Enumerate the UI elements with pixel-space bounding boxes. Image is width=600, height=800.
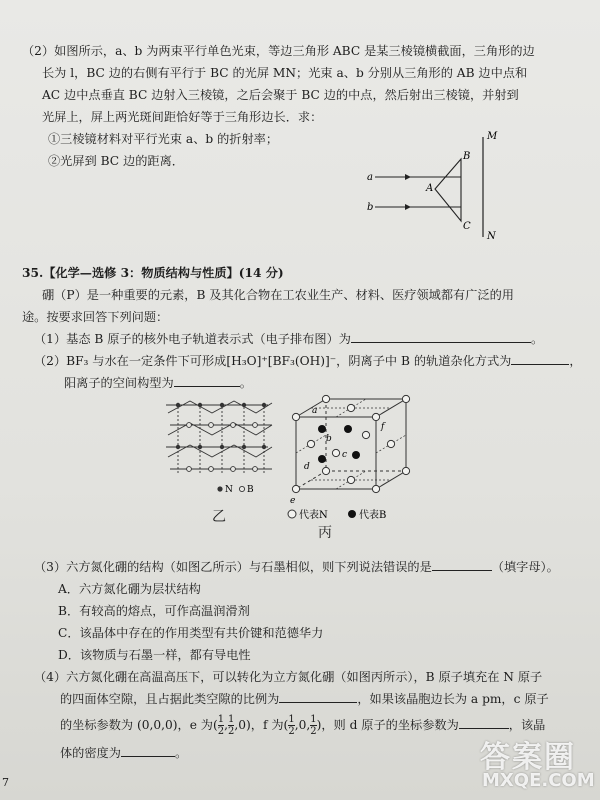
q35-part-1: （1）基态 B 原子的核外电子轨道表示式（电子排布图）为 。 [34, 332, 544, 346]
atom-label-f: f [381, 422, 385, 432]
option-d: D．该物质与石墨一样，都有导电性 [58, 648, 251, 662]
q35-part-4-d-text: ，则 d 原子的坐标参数为 [321, 718, 459, 732]
label-b: b [367, 202, 374, 213]
q35-part-4-f-text: ，f 为 [250, 718, 284, 732]
q35-part-4-line-1: （4）六方氮化硼在高温高压下，可以转化为立方氮化硼（如图丙所示），B 原子填充在 N 原子 [34, 670, 543, 684]
atom-label-a: a [312, 406, 318, 416]
answer-blank-4a [279, 702, 357, 703]
prism-figure [355, 125, 515, 245]
caption-bing: 丙 [318, 525, 332, 541]
legend-dot-b [239, 486, 244, 491]
q35-intro-2: 途。按要求回答下列问题： [22, 310, 169, 324]
q2-line-3: AC 边中点垂直 BC 边射入三棱镜，之后会聚于 BC 边的中点，然后射出三棱镜，并射到 [42, 88, 519, 102]
q35-part-3-tail: （填字母）。 [491, 560, 559, 574]
q35-part-4-line-2-tail: ，如果该晶胞边长为 a pm，c 原子 [357, 692, 549, 706]
q35-part-2b: 阳离子的空间构型为 。 [64, 376, 252, 390]
answer-blank-4b [459, 728, 509, 729]
label-B: B [463, 151, 471, 162]
q35-part-4-line-3-tail: ，该晶 [508, 718, 546, 732]
legend-filled-circle [348, 510, 356, 518]
hexagon-zigzag [168, 401, 272, 457]
q2-item-2: ②光屏到 BC 边的距离． [48, 154, 184, 168]
option-c: C．该晶体中存在的作用类型有共价键和范德华力 [58, 626, 324, 640]
q35-intro-1: 硼（P）是一种重要的元素，B 及其化合物在工农业生产、材料、医疗领域都有广泛的用 [42, 288, 514, 302]
watermark-title: 答案圈 [480, 740, 576, 775]
watermark-logo [480, 732, 595, 794]
hexagonal-bn-figure [160, 395, 280, 505]
q2-line-4: 光屏上，屏上两光斑间距恰好等于三角形边长．求： [42, 110, 323, 124]
q2-line-2: 长为 l，BC 边的右侧有平行于 BC 的光屏 MN；光束 a、b 分别从三角形的 AB 边中点和 [42, 66, 528, 80]
option-b: B．有较高的熔点，可作高温润滑剂 [58, 604, 250, 618]
answer-blank-4c [121, 756, 175, 757]
legend-n-text: 代表N [299, 510, 328, 521]
answer-blank-1 [351, 342, 531, 343]
atom-label-d: d [304, 462, 310, 472]
atom-label-e: e [290, 496, 296, 506]
watermark-url: MXQE.COM [482, 770, 595, 791]
legend-b-text: 代表B [359, 510, 387, 521]
q35-part-1-text: （1）基态 B 原子的核外电子轨道表示式（电子排布图）为 [34, 332, 351, 346]
q35-part-4-line-3-text: 的坐标参数为 (0,0,0)，e 为 [60, 718, 213, 732]
frac-f-z: $\frac{1}{2}$ [310, 714, 317, 737]
layer-lines [166, 405, 272, 469]
answer-blank-2a [511, 364, 569, 365]
caption-yi: 乙 [212, 509, 226, 525]
frac-e-x: $\frac{1}{2}$ [217, 714, 225, 737]
q35-part-4-line-2-text: 的四面体空隙，且占据此类空隙的比例为 [60, 692, 280, 706]
q35-part-4-line-4-text: 体的密度为 [60, 746, 121, 760]
page-number: 7 [2, 776, 9, 789]
label-M: M [487, 131, 498, 142]
label-C: C [463, 221, 471, 232]
legend-b-label: B [247, 485, 254, 495]
q35-part-2b-text: 阳离子的空间构型为 [64, 376, 174, 390]
option-a: A．六方氮化硼为层状结构 [58, 582, 201, 596]
q35-part-3 [34, 556, 559, 578]
q2-line-1: （2）如图所示，a、b 为两束平行单色光束，等边三角形 ABC 是某三棱镜横截面，三角形的边 [22, 44, 535, 58]
label-N: N [487, 231, 496, 242]
legend-open-circle [288, 510, 296, 518]
frac-e-y: $\frac{1}{2}$ [228, 714, 235, 737]
q35-part-4-line-4: 体的密度为 。 [60, 746, 188, 760]
cubic-bn-unit-cell [282, 393, 422, 523]
q35-part-2a: （2）BF₃ 与水在一定条件下可形成[H₃O]⁺[BF₃(OH)]⁻，阴离子中 B 的轨道杂化方式为 ， [34, 354, 582, 368]
atom-label-c: c [342, 450, 348, 460]
answer-blank-2b [174, 386, 240, 387]
q35-part-4-line-3: 的坐标参数为 (0,0,0)，e 为( $\frac{1}{2}$ , $\frac{1}{2}$ ,0)，f 为( $\frac{1}{2}$ ,0, $\frac{1}{2}$ )，则 d 原子的坐标参数为 ，该晶 [60, 714, 546, 737]
interlayer-bonds [178, 403, 264, 473]
legend-dot-n [217, 486, 222, 491]
frac-f-x: $\frac{1}{2}$ [288, 714, 295, 737]
answer-blank-3 [432, 570, 492, 571]
beam-a-arrow [405, 174, 411, 180]
label-a: a [367, 172, 373, 183]
atom-label-b: b [326, 434, 332, 444]
q35-part-4-line-2 [60, 688, 549, 710]
beam-b-arrow [405, 204, 411, 210]
q35-part-2a-text: （2）BF₃ 与水在一定条件下可形成[H₃O]⁺[BF₃(OH)]⁻，阴离子中 B 的轨道杂化方式为 [34, 354, 512, 368]
q35-heading: 35.【化学—选修 3：物质结构与性质】(14 分) [22, 266, 284, 280]
legend-n-label: N [225, 485, 233, 495]
q35-part-3-text: （3）六方氮化硼的结构（如图乙所示）与石墨相似，则下列说法错误的是 [34, 560, 432, 574]
label-A: A [426, 183, 434, 194]
q2-item-1: ①三棱镜材料对平行光束 a、b 的折射率； [48, 132, 279, 146]
prism-triangle [435, 159, 461, 221]
